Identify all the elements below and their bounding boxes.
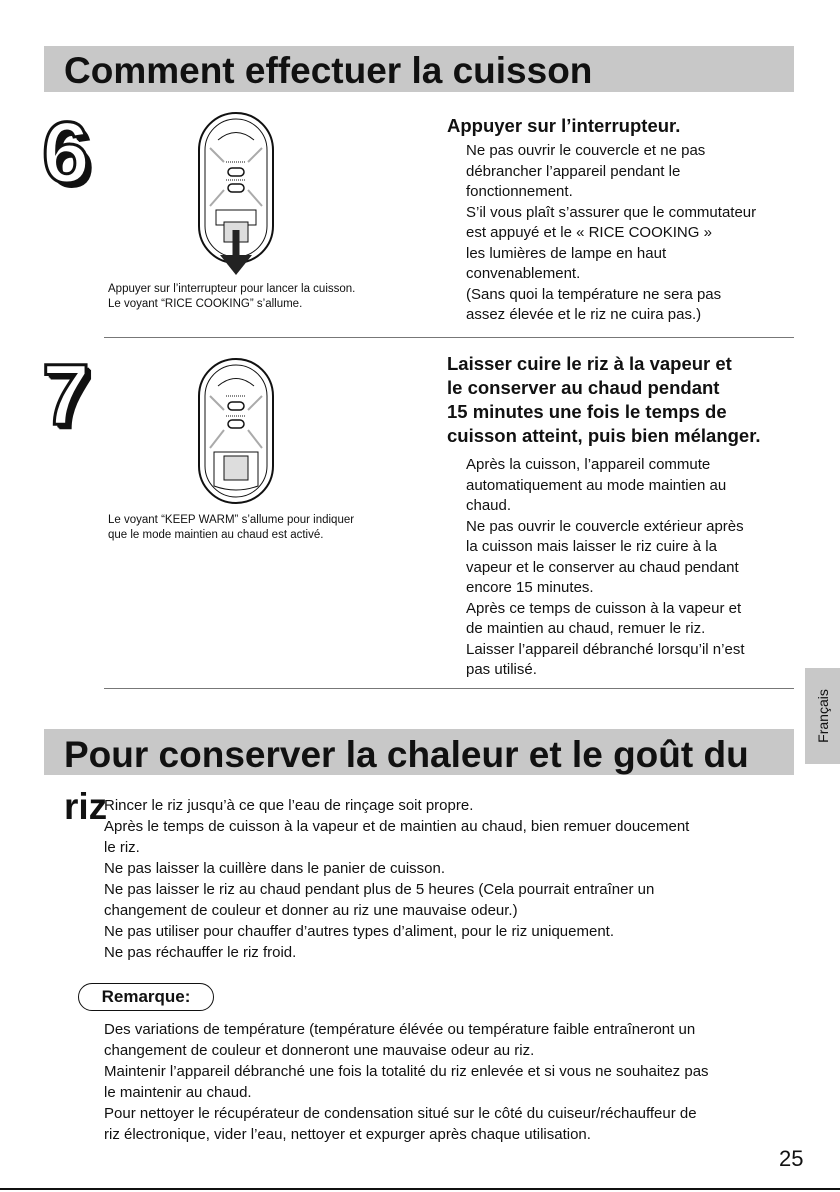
- bottom-border: [0, 1188, 840, 1190]
- caption-line: Le voyant “KEEP WARM” s’allume pour indiquer: [108, 514, 355, 526]
- remark-text: [104, 1019, 709, 1145]
- step-number-7: 7: [42, 347, 90, 443]
- caption-line: Appuyer sur l’interrupteur pour lancer la cuisson.: [108, 283, 356, 295]
- language-tab-label: Français: [814, 689, 831, 743]
- body-line: chaud.: [466, 497, 512, 514]
- step-number-6: 6: [42, 105, 90, 201]
- remark-line: Maintenir l’appareil débranché une fois la totalité du riz enlevée et si vous ne souhaitez pas: [104, 1063, 709, 1080]
- heading-line: le conserver au chaud pendant: [447, 377, 720, 398]
- body-line: vapeur et le conserver au chaud pendant: [466, 558, 739, 576]
- section-title-keep-warm: Pour conserver la chaleur et le goût du riz: [44, 729, 794, 775]
- body-line: automatiquement au mode maintien au: [466, 476, 727, 494]
- body-line: S’il vous plaît s’assurer que le commutateur: [466, 203, 757, 221]
- step6-body: [466, 141, 756, 326]
- tip-line: Ne pas laisser la cuillère dans le panier de cuisson.: [104, 860, 446, 877]
- tip-line: Ne pas laisser le riz au chaud pendant plus de 5 heures (Cela pourrait entraîner un: [104, 881, 655, 898]
- caption-line: que le mode maintien au chaud est activé.: [108, 529, 324, 541]
- cooker-switch-illustration-step6: [196, 110, 276, 280]
- heading-line: 15 minutes une fois le temps de: [447, 401, 727, 422]
- tip-line: Rincer le riz jusqu’à ce que l’eau de rinçage soit propre.: [104, 797, 474, 814]
- tip-line: Après le temps de cuisson à la vapeur et de maintien au chaud, bien remuer doucement: [104, 818, 690, 835]
- body-line: convenablement.: [466, 265, 581, 282]
- body-line: la cuisson mais laisser le riz cuire à la: [466, 538, 717, 555]
- heading-line: Appuyer sur l’interrupteur.: [447, 115, 681, 136]
- keep-warm-tips: [104, 795, 689, 963]
- body-line: fonctionnement.: [466, 183, 573, 200]
- page-number: 25: [779, 1146, 804, 1171]
- body-line: Ne pas ouvrir le couvercle et ne pas: [466, 142, 706, 159]
- step7-body: [466, 455, 745, 681]
- remark-line: le maintenir au chaud.: [104, 1084, 252, 1101]
- body-line: pas utilisé.: [466, 661, 537, 678]
- step6-caption: [108, 282, 355, 312]
- body-line: débrancher l’appareil pendant le: [466, 162, 681, 180]
- body-line: Ne pas ouvrir le couvercle extérieur après: [466, 517, 744, 535]
- body-line: (Sans quoi la température ne sera pas: [466, 285, 722, 303]
- body-line: Laisser l’appareil débranché lorsqu’il n’est: [466, 640, 745, 658]
- body-line: est appuyé et le « RICE COOKING »: [466, 224, 712, 241]
- language-tab: [805, 668, 840, 764]
- heading-line: Laisser cuire le riz à la vapeur et: [447, 353, 732, 374]
- remark-line: changement de couleur et donneront une mauvaise odeur au riz.: [104, 1042, 535, 1059]
- cooker-switch-illustration-step7: [196, 356, 276, 506]
- divider: [104, 688, 794, 689]
- tip-line: changement de couleur et donner au riz une mauvaise odeur.): [104, 902, 518, 919]
- step7-caption: [108, 513, 354, 543]
- remark-line: Pour nettoyer le récupérateur de condensation situé sur le côté du cuiseur/réchauffeur de: [104, 1105, 697, 1122]
- heading-line: cuisson atteint, puis bien mélanger.: [447, 425, 761, 446]
- body-line: Après la cuisson, l’appareil commute: [466, 456, 711, 473]
- body-line: de maintien au chaud, remuer le riz.: [466, 620, 706, 637]
- remark-line: Des variations de température (température élévée ou température faible entraîneront un: [104, 1021, 696, 1038]
- remark-label: Remarque:: [78, 983, 214, 1011]
- section-title-cooking: Comment effectuer la cuisson: [44, 46, 794, 92]
- tip-line: le riz.: [104, 839, 140, 856]
- body-line: assez élevée et le riz ne cuira pas.): [466, 306, 702, 323]
- step6-heading: [447, 114, 680, 138]
- caption-line: Le voyant “RICE COOKING” s’allume.: [108, 298, 303, 310]
- body-line: Après ce temps de cuisson à la vapeur et: [466, 599, 742, 617]
- divider: [104, 337, 794, 338]
- tip-line: Ne pas réchauffer le riz froid.: [104, 944, 297, 961]
- body-line: encore 15 minutes.: [466, 579, 594, 596]
- tip-line: Ne pas utiliser pour chauffer d’autres types d’aliment, pour le riz uniquement.: [104, 923, 614, 940]
- body-line: les lumières de lampe en haut: [466, 244, 667, 262]
- step7-heading: [447, 352, 761, 448]
- remark-line: riz électronique, vider l’eau, nettoyer et expurger après chaque utilisation.: [104, 1126, 591, 1143]
